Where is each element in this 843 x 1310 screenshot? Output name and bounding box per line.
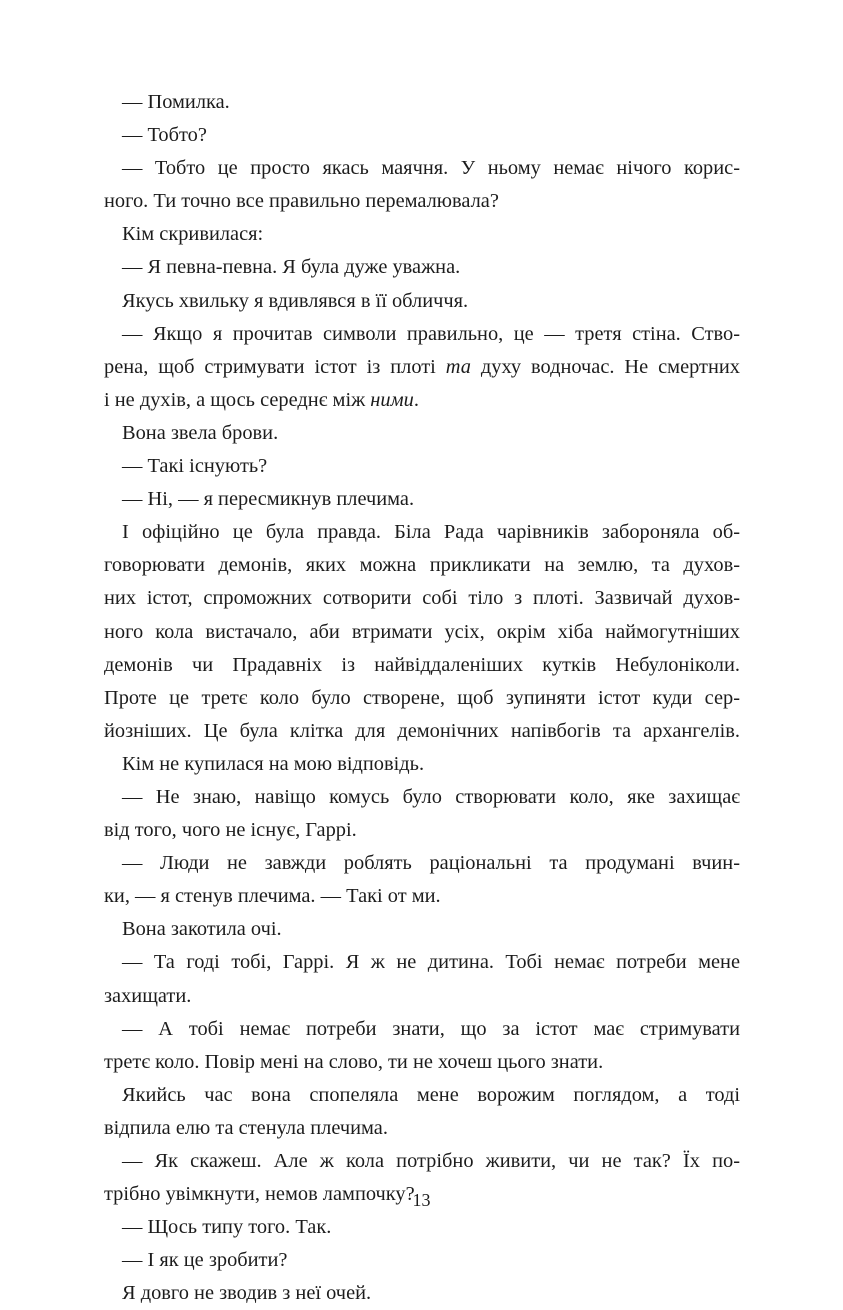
text-line: — Не знаю, навіщо комусь було створювати коло, яке захищає	[122, 785, 740, 808]
text-line: ного. Ти точно все правильно перемалювала?	[104, 190, 499, 213]
text-line: — Тобто це просто якась маячня. У ньому немає нічого корис-	[122, 157, 740, 180]
text-line: демонів чи Прадавніх із найвіддаленіших кутків Небулоніколи.	[104, 653, 740, 676]
text-line: Проте це третє коло було створене, щоб зупиняти істот куди сер-	[104, 686, 740, 709]
text-line: них істот, спроможних сотворити собі тіло з плоті. Зазвичай духов-	[104, 587, 740, 610]
text-line: ного кола вистачало, аби втримати усіх, окрім хіба наймогутніших	[104, 620, 740, 643]
text-line: третє коло. Повір мені на слово, ти не хочеш цього знати.	[104, 1050, 604, 1073]
text-line: І офіційно це була правда. Біла Рада чарівників забороняла об-	[122, 521, 740, 544]
text-line: Я довго не зводив з неї очей.	[122, 1282, 372, 1305]
text-line: Якийсь час вона спопеляла мене ворожим поглядом, а тоді	[122, 1083, 740, 1106]
text-line: йозніших. Це була клітка для демонічних напівбогів та архангелів.	[104, 719, 740, 742]
text-line: — Люди не завжди роблять раціональні та продумані вчин-	[122, 852, 740, 875]
page-text	[104, 86, 740, 1310]
text-line: і не духів, а щось середнє між ними.	[104, 388, 419, 411]
text-line: — Як скажеш. Але ж кола потрібно живити, чи не так? Їх по-	[122, 1150, 740, 1172]
text-line: говорювати демонів, яких можна прикликати на землю, та духов-	[104, 554, 740, 577]
text-line: рена, щоб стримувати істот із плоті та духу водночас. Не смертних	[104, 355, 740, 378]
text-line: — Такі існують?	[122, 455, 268, 478]
text-line: Вона звела брови.	[122, 421, 279, 444]
text-line: — А тобі немає потреби знати, що за істот має стримувати	[122, 1017, 740, 1040]
italic-word: ними	[370, 388, 414, 411]
page-number: 13	[412, 1190, 431, 1210]
text-line: від того, чого не існує, Гаррі.	[104, 819, 357, 842]
text-line: відпила елю та стенула плечима.	[104, 1116, 388, 1139]
text-line: ки, — я стенув плечима. — Такі от ми.	[104, 885, 441, 908]
text-line: — І як це зробити?	[122, 1249, 288, 1272]
text-line: — Я певна-певна. Я була дуже уважна.	[122, 256, 461, 279]
text-line: — Тобто?	[122, 124, 207, 147]
text-line: — Та годі тобі, Гаррі. Я ж не дитина. Тобі немає потреби мене	[122, 951, 740, 974]
text-line: Вона закотила очі.	[122, 918, 282, 941]
text-line: — Ні, — я пересмикнув плечима.	[122, 488, 415, 511]
text-line: — Помилка.	[122, 91, 230, 113]
text-line: — Якщо я прочитав символи правильно, це — третя стіна. Ство-	[122, 322, 740, 345]
text-line: Кім скривилася:	[122, 223, 264, 246]
text-line: Кім не купилася на мою відповідь.	[122, 752, 425, 775]
text-line: Якусь хвильку я вдивлявся в її обличчя.	[122, 289, 469, 312]
text-line: захищати.	[104, 984, 192, 1007]
text-line: — Щось типу того. Так.	[122, 1216, 332, 1239]
text-line: трібно увімкнути, немов лампочку?	[104, 1183, 415, 1206]
italic-word: та	[445, 355, 471, 378]
